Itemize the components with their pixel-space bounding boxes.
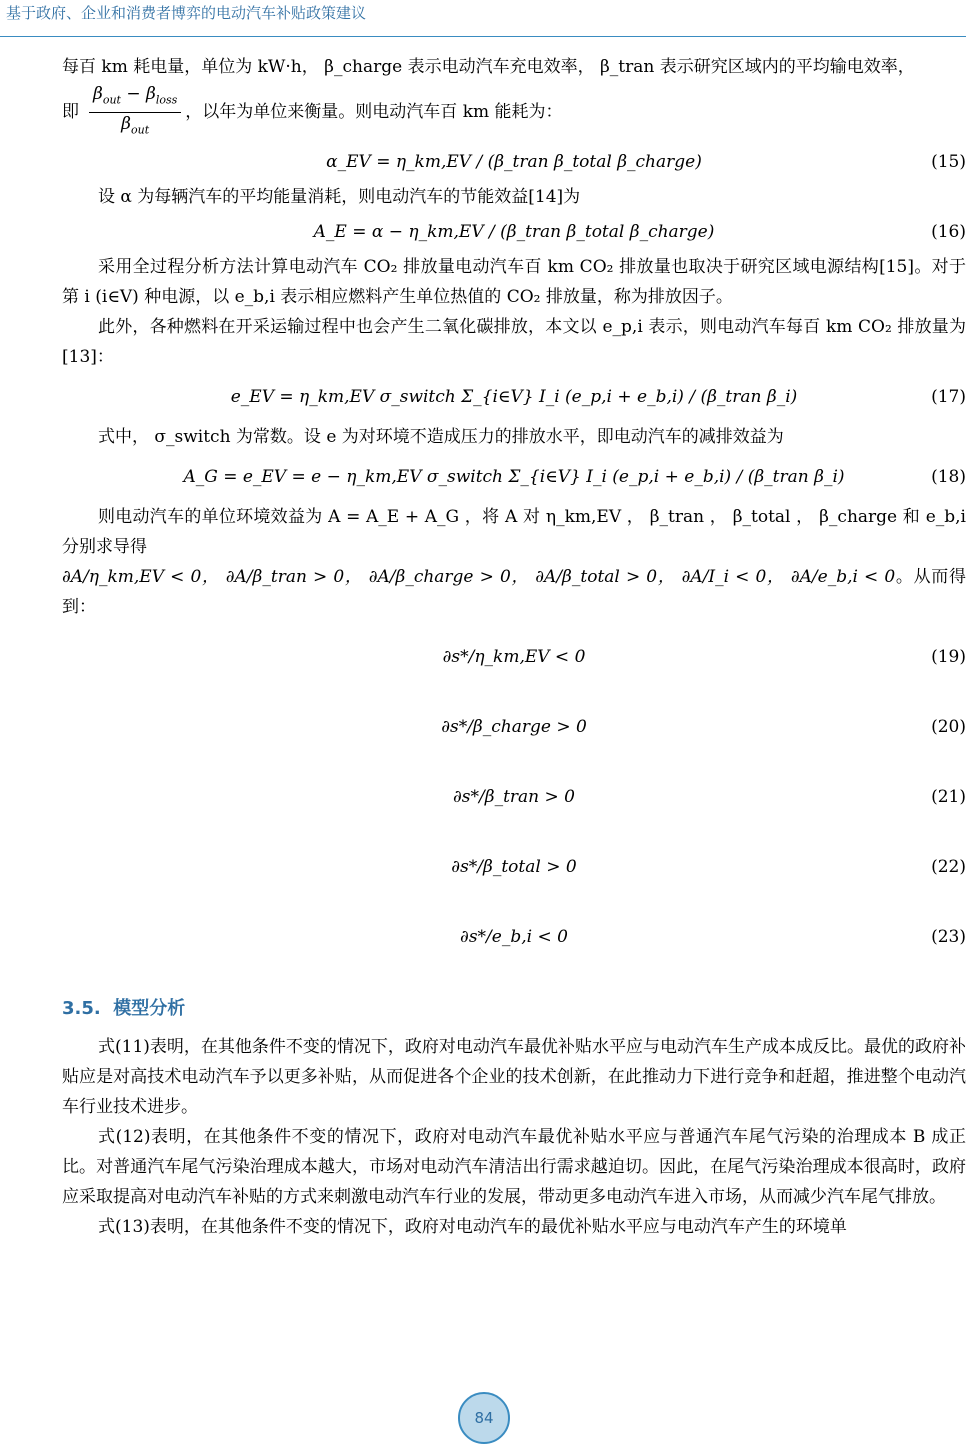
article-body — [62, 52, 966, 1242]
paragraph-6-end: 。从而得到： — [62, 567, 966, 617]
equation-21-body: ∂s*/β_tran > 0 — [453, 787, 575, 807]
paragraph-1: 每百 km 耗电量，单位为 kW·h， β_charge 表示电动汽车充电效率， β_tran 表示研究区域内的平均输电效率， — [62, 57, 915, 77]
paragraph-7: 式(11)表明，在其他条件不变的情况下，政府对电动汽车最优补贴水平应与电动汽车生产成本成反比。最优的政府补贴应是对高技术电动汽车予以更多补贴，从而促进各个企业的技术创新，在此推动力下进行竞争和赶超，推进整个电动汽车行业技术进步。 — [62, 1037, 966, 1117]
equation-15-body: α_EV = η_km,EV ∕ (β_tran β_total β_charge) — [326, 152, 702, 172]
paragraph-8: 式(12)表明，在其他条件不变的情况下，政府对电动汽车最优补贴水平应与普通汽车尾气污染的治理成本 B 成正比。对普通汽车尾气污染治理成本越大，市场对电动汽车清洁出行需求越迫切。因此，在尾气污染治理成本很高时，政府应采取提高对电动汽车补贴的方式来刺激电动汽车行业的发展，带动更多电动汽车进入市场，从而减少汽车尾气排放。 — [62, 1127, 966, 1207]
paragraph-1-continued — [62, 82, 966, 142]
page-number: 84 — [474, 1409, 494, 1427]
section-heading — [62, 994, 966, 1024]
running-header-title: 基于政府、企业和消费者博弈的电动汽车补贴政策建议 — [6, 4, 367, 22]
paragraph-9: 式(13)表明，在其他条件不变的情况下，政府对电动汽车的最优补贴水平应与电动汽车产生的环境单 — [98, 1217, 847, 1237]
equation-18 — [62, 452, 966, 502]
equation-17-number: (17) — [931, 387, 966, 407]
equation-23-body: ∂s*/e_b,i < 0 — [460, 927, 568, 947]
equation-15-number: (15) — [931, 152, 966, 172]
equation-19 — [62, 622, 966, 692]
equation-22-number: (22) — [931, 857, 966, 877]
paragraph-3: 采用全过程分析方法计算电动汽车 CO₂ 排放量电动汽车百 km CO₂ 排放量也取决于研究区域电源结构[15]。对于第 i (i∈V) 种电源，以 e_b,i 表示相应燃料产生单位热值的 CO₂ 排放量，称为排放因子。 — [62, 257, 966, 307]
equation-18-number: (18) — [931, 467, 966, 487]
equation-17-body: e_EV = η_km,EV σ_switch Σ_{i∈V} I_i (e_p,i + e_b,i) ∕ (β_tran β_i) — [230, 387, 798, 407]
paragraph-1-prefix: 即 — [62, 102, 79, 122]
equation-19-number: (19) — [931, 647, 966, 667]
equation-16-body: A_E = α − η_km,EV ∕ (β_tran β_total β_charge) — [313, 222, 715, 242]
equation-15 — [62, 142, 966, 182]
equation-16-number: (16) — [931, 222, 966, 242]
paragraph-2: 设 α 为每辆汽车的平均能量消耗，则电动汽车的节能效益[14]为 — [98, 187, 581, 207]
page-number-badge — [458, 1392, 510, 1444]
paragraph-5: 式中， σ_switch 为常数。设 e 为对环境不造成压力的排放水平，即电动汽车的减排效益为 — [98, 427, 784, 447]
equation-23-number: (23) — [931, 927, 966, 947]
equation-21 — [62, 762, 966, 832]
equation-16 — [62, 212, 966, 252]
section-number: 3.5. — [62, 998, 101, 1019]
equation-20-body: ∂s*/β_charge > 0 — [441, 717, 587, 737]
equation-23 — [62, 902, 966, 972]
paragraph-6: 则电动汽车的单位环境效益为 A = A_E + A_G ，将 A 对 η_km,EV ， β_tran ， β_total ， β_charge 和 e_b,i 分别求导得 — [62, 507, 966, 557]
equation-20 — [62, 692, 966, 762]
paragraph-4: 此外，各种燃料在开采运输过程中也会产生二氧化碳排放，本文以 e_p,i 表示，则电动汽车每百 km CO₂ 排放量为[13]： — [62, 317, 966, 367]
paragraph-1-suffix: ，以年为单位来衡量。则电动汽车百 km 能耗为： — [185, 102, 563, 122]
partial-derivatives-body: ∂A/η_km,EV < 0， ∂A/β_tran > 0， ∂A/β_charge > 0， ∂A/β_total > 0， ∂A/I_i < 0， ∂A/e_b,i < 0 — [62, 567, 896, 587]
equation-18-body: A_G = e_EV = e − η_km,EV σ_switch Σ_{i∈V} I_i (e_p,i + e_b,i) ∕ (β_tran β_i) — [183, 467, 845, 487]
equation-22 — [62, 832, 966, 902]
section-title: 模型分析 — [113, 998, 186, 1019]
beta-tran-definition: $\frac{\beta_{out} - \beta_{loss}}{\beta_{out}}$ — [89, 83, 181, 141]
equation-20-number: (20) — [931, 717, 966, 737]
equation-19-body: ∂s*/η_km,EV < 0 — [442, 647, 586, 667]
running-header — [0, 0, 966, 37]
equation-21-number: (21) — [931, 787, 966, 807]
equation-17 — [62, 372, 966, 422]
equation-22-body: ∂s*/β_total > 0 — [451, 857, 577, 877]
partial-derivatives — [62, 562, 966, 622]
